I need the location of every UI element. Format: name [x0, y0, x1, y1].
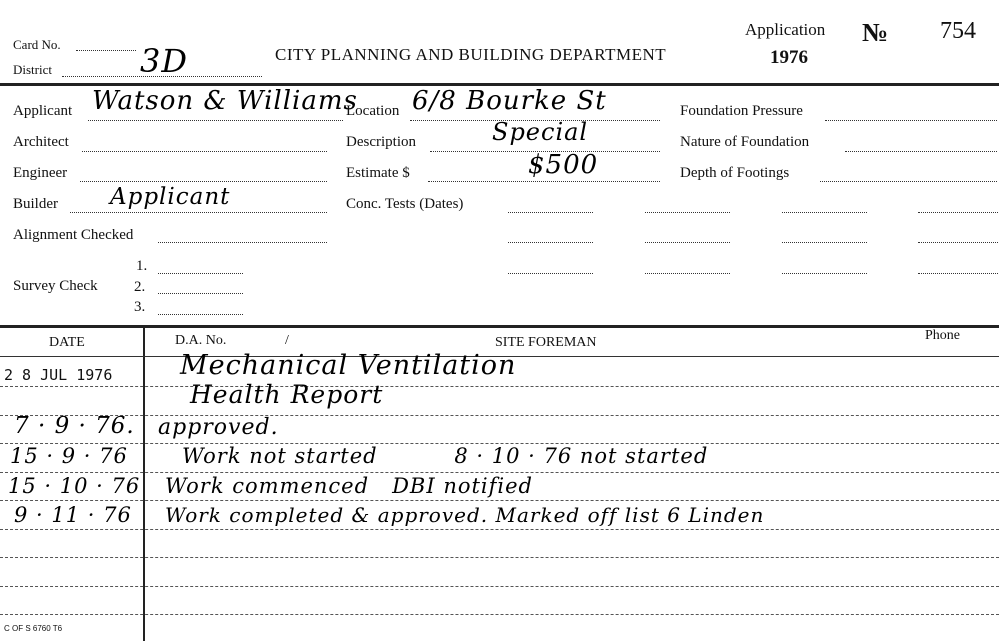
ruled-line — [0, 586, 999, 587]
log-entry-text: Work completed & approved. Marked off list 6 Linden — [165, 503, 765, 527]
applicant-label: Applicant — [13, 103, 73, 119]
log-top-divider — [0, 325, 999, 328]
conc-line-2a — [508, 242, 593, 243]
conc-line-3b — [645, 273, 730, 274]
log-entry-date: 2 8 JUL 1976 — [4, 366, 113, 384]
nature-foundation-label: Nature of Foundation — [680, 134, 810, 150]
applicant-value: Watson & Williams — [92, 86, 358, 116]
application-label: Application — [745, 20, 826, 39]
conc-line-2d — [918, 242, 998, 243]
ruled-line — [0, 557, 999, 558]
card-no-line — [76, 50, 136, 51]
ruled-line — [0, 614, 999, 615]
log-header-site-foreman: SITE FOREMAN — [495, 335, 597, 350]
survey-3-line — [158, 314, 243, 315]
survey-2-line — [158, 293, 243, 294]
conc-tests-label: Conc. Tests (Dates) — [346, 196, 464, 212]
ruled-line — [0, 529, 999, 530]
application-number: 754 — [940, 18, 976, 44]
builder-label: Builder — [13, 196, 58, 212]
log-entry-date: 15 · 9 · 76 — [10, 444, 128, 468]
foundation-pressure-line — [825, 120, 997, 121]
log-entry-text: Work not started 8 · 10 · 76 not started — [182, 444, 709, 468]
log-header-date: DATE — [49, 335, 85, 350]
location-value: 6/8 Bourke St — [412, 86, 607, 116]
depth-footings-line — [820, 181, 997, 182]
conc-line-3a — [508, 273, 593, 274]
survey-2: 2. — [134, 279, 146, 295]
engineer-label: Engineer — [13, 165, 68, 181]
log-entry-text: Mechanical Ventilation — [180, 350, 517, 381]
ruled-line — [0, 500, 999, 501]
alignment-line — [158, 242, 327, 243]
survey-1: 1. — [136, 258, 148, 274]
form-code: C OF S 6760 T6 — [4, 624, 63, 633]
architect-label: Architect — [13, 134, 69, 150]
estimate-line — [428, 181, 660, 182]
location-label: Location — [346, 103, 400, 119]
conc-line-1c — [782, 212, 867, 213]
number-symbol: № — [862, 18, 889, 47]
conc-line-1b — [645, 212, 730, 213]
depth-footings-label: Depth of Footings — [680, 165, 790, 181]
log-entry-date: 9 · 11 · 76 — [14, 503, 132, 527]
foundation-pressure-label: Foundation Pressure — [680, 103, 803, 119]
card-no-label: Card No. — [13, 37, 61, 52]
alignment-label: Alignment Checked — [13, 227, 134, 243]
survey-label: Survey Check — [13, 278, 98, 294]
conc-line-2c — [782, 242, 867, 243]
log-header-phone: Phone — [925, 328, 960, 343]
architect-line — [82, 151, 327, 152]
ruled-line — [0, 472, 999, 473]
estimate-value: $500 — [528, 150, 599, 180]
survey-3: 3. — [134, 299, 146, 315]
description-value: Special — [492, 118, 589, 146]
applicant-line — [88, 120, 343, 121]
nature-foundation-line — [845, 151, 997, 152]
district-label: District — [13, 62, 52, 77]
log-entry-text: Work commenced DBI notified — [165, 474, 534, 498]
builder-value: Applicant — [110, 184, 231, 210]
conc-line-2b — [645, 242, 730, 243]
district-value: 3D — [140, 42, 189, 80]
department-title: CITY PLANNING AND BUILDING DEPARTMENT — [275, 45, 667, 64]
log-entry-date: 7 · 9 · 76. — [14, 413, 135, 439]
log-entry-date: 15 · 10 · 76 — [8, 474, 141, 498]
ruled-line — [0, 415, 999, 416]
description-label: Description — [346, 134, 416, 150]
survey-1-line — [158, 273, 243, 274]
log-header-da-no: D.A. No. — [175, 333, 227, 348]
application-year: 1976 — [770, 47, 808, 68]
conc-line-1a — [508, 212, 593, 213]
conc-line-3d — [918, 273, 998, 274]
log-entry-text: approved. — [158, 415, 279, 440]
builder-line — [70, 212, 327, 213]
engineer-line — [80, 181, 327, 182]
ruled-line — [0, 386, 999, 387]
conc-line-1d — [918, 212, 998, 213]
estimate-label: Estimate $ — [346, 165, 410, 181]
log-entry-text: Health Report — [190, 380, 384, 409]
conc-line-3c — [782, 273, 867, 274]
date-column-divider — [143, 326, 145, 641]
log-header-slash: / — [285, 333, 289, 348]
